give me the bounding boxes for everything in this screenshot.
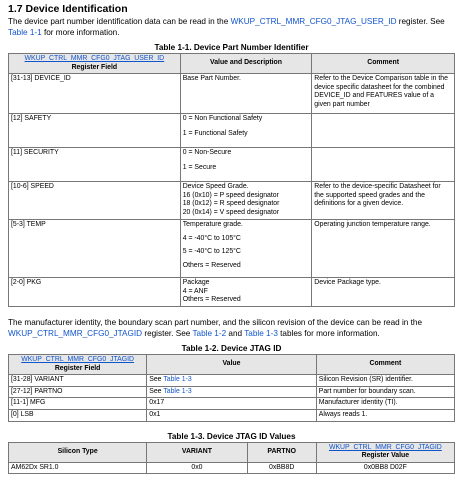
- table1-value-line: Device Speed Grade. 16 (0x10) = P speed designator 18 (0x12) = R speed designator 20 (0x14) = V speed designator: [182, 183, 280, 216]
- table1-header-row: [9, 54, 455, 74]
- table1-header-register-link[interactable]: WKUP_CTRL_MMR_CFG0_JTAG_USER_ID: [24, 55, 165, 62]
- table1-header-field: [9, 54, 181, 74]
- table1-value: [180, 278, 312, 307]
- table3-partno: 0xBB8D: [247, 462, 316, 474]
- jtag-paragraph: [8, 317, 455, 339]
- table-row: [9, 278, 455, 307]
- section-title: 1.7 Device Identification: [8, 3, 128, 15]
- table1-value: [180, 182, 312, 220]
- table2-header-value: Value: [147, 354, 316, 374]
- table1-header-field-label: Register Field: [71, 63, 118, 71]
- device-jtag-id-values-table: [8, 442, 455, 475]
- table2-header-field: [9, 354, 147, 374]
- table-1-3-link[interactable]: Table 1-3: [163, 376, 192, 384]
- table1-comment: Refer to the Device Comparison table in the device specific datasheet for the combined DEVICE_ID and FEATURES value of a given part number: [312, 74, 455, 114]
- table-row: [9, 375, 455, 387]
- table-row: [9, 398, 455, 410]
- table3-header-variant: VARIANT: [147, 442, 247, 462]
- intro-text: The device part number identification data can be read in the: [8, 17, 231, 26]
- table3-header-register-label: Register Value: [361, 452, 410, 460]
- table2-comment: Silicon Revision (SR) identifier.: [316, 375, 454, 387]
- para2-text-4: tables for more information.: [277, 328, 380, 338]
- table-1-2-link[interactable]: Table 1-2: [192, 328, 227, 338]
- table2-comment: Always reads 1.: [316, 409, 454, 421]
- para2-text-3: and: [226, 328, 245, 338]
- table3-header-register-value: [316, 442, 454, 462]
- table2-header-field-label: Register Field: [54, 364, 101, 372]
- table3-register-value: 0x0BB8 D02F: [316, 462, 454, 474]
- jtag-user-id-link[interactable]: WKUP_CTRL_MMR_CFG0_JTAG_USER_ID: [230, 17, 397, 26]
- table3-header-silicon-type: Silicon Type: [9, 442, 147, 462]
- table1-value-line: 1 = Functional Safety: [182, 129, 248, 137]
- table1-value-line: 5 = -40°C to 125°C: [182, 248, 241, 256]
- table-row: [9, 114, 455, 148]
- table-1-1-link[interactable]: Table 1-1: [8, 28, 42, 37]
- intro-paragraph: [8, 16, 455, 38]
- table2-value: 0x1: [147, 409, 316, 421]
- table2-header-register-link[interactable]: WKUP_CTRL_MMR_CFG0_JTAGID: [21, 355, 135, 363]
- intro-text-3: for more information.: [41, 28, 120, 37]
- table2-field: [31-28] VARIANT: [9, 375, 147, 387]
- table1-value: [180, 148, 312, 182]
- para2-text-2: register. See: [142, 328, 193, 338]
- table3-header-partno: PARTNO: [247, 442, 316, 462]
- table2-field: [0] LSB: [9, 409, 147, 421]
- table1-field: [11] SECURITY: [9, 148, 181, 182]
- table2-field: [27-12] PARTNO: [9, 386, 147, 398]
- table1-header-value: Value and Description: [180, 54, 312, 74]
- table1-comment: Refer to the device-specific Datasheet for the supported speed grades and the definitions for a given device.: [312, 182, 455, 220]
- device-part-number-table: [8, 53, 455, 307]
- table3-header-register-link[interactable]: WKUP_CTRL_MMR_CFG0_JTAGID: [328, 443, 442, 451]
- table1-value-line: 0 = Non Functional Safety: [182, 115, 263, 123]
- table1-value-line: Others = Reserved: [182, 261, 241, 269]
- table-row: [9, 220, 455, 278]
- table2-value-prefix: See: [149, 387, 164, 395]
- table1-field: [12] SAFETY: [9, 114, 181, 148]
- intro-text-2: register. See: [396, 17, 445, 26]
- table1-caption: Table 1-1. Device Part Number Identifier: [154, 43, 309, 52]
- table-1-3-link[interactable]: Table 1-3: [244, 328, 278, 338]
- table2-comment: Manufacturer identity (TI).: [316, 398, 454, 410]
- table1-comment: [312, 114, 455, 148]
- table-row: [9, 386, 455, 398]
- table-1-3-link[interactable]: Table 1-3: [163, 387, 192, 395]
- para2-text: The manufacturer identity, the boundary scan part number, and the silicon revision of the device can be read in the: [8, 317, 423, 327]
- table1-value-line: 0 = Non-Secure: [182, 149, 232, 157]
- device-jtag-id-table: [8, 354, 455, 422]
- table2-header-row: [9, 354, 455, 374]
- jtagid-link[interactable]: WKUP_CTRL_MMR_CFG0_JTAGID: [8, 328, 143, 338]
- table-row: [9, 409, 455, 421]
- table2-comment: Part number for boundary scan.: [316, 386, 454, 398]
- table1-field: [31-13] DEVICE_ID: [9, 74, 181, 114]
- table3-variant: 0x0: [147, 462, 247, 474]
- table-row: [9, 148, 455, 182]
- table1-comment: [312, 148, 455, 182]
- table1-field: [10-6] SPEED: [9, 182, 181, 220]
- table1-value: [180, 220, 312, 278]
- table1-comment: Device Package type.: [312, 278, 455, 307]
- table1-value-line: Temperature grade.: [182, 221, 243, 229]
- table1-value-line: 1 = Secure: [182, 163, 217, 171]
- table2-value: [147, 375, 316, 387]
- table3-header-row: [9, 442, 455, 462]
- table2-value-prefix: See: [149, 376, 164, 384]
- table2-value: 0x17: [147, 398, 316, 410]
- table-row: [9, 462, 455, 474]
- table1-field: [2-0] PKG: [9, 278, 181, 307]
- table2-value: [147, 386, 316, 398]
- table1-value: [180, 114, 312, 148]
- table1-value-line: Base Part Number.: [182, 75, 241, 83]
- table3-caption: Table 1-3. Device JTAG ID Values: [167, 431, 296, 441]
- table3-silicon-type: AM62Dx SR1.0: [9, 462, 147, 474]
- table2-field: [11-1] MFG: [9, 398, 147, 410]
- table1-value: [180, 74, 312, 114]
- table1-field: [5-3] TEMP: [9, 220, 181, 278]
- table2-header-comment: Comment: [316, 354, 454, 374]
- table-row: [9, 74, 455, 114]
- table2-caption: Table 1-2. Device JTAG ID: [181, 343, 282, 353]
- table1-value-line: Package 4 = ANF Others = Reserved: [182, 279, 241, 304]
- table1-comment: Operating junction temperature range.: [312, 220, 455, 278]
- table1-value-line: 4 = -40°C to 105°C: [182, 234, 241, 242]
- table-row: [9, 182, 455, 220]
- table1-header-comment: Comment: [312, 54, 455, 74]
